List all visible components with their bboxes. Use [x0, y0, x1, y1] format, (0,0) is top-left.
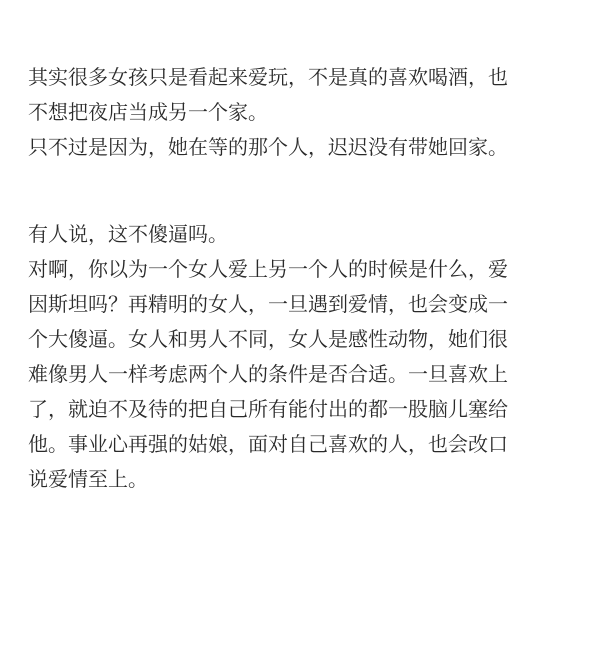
- paragraph-gap: [28, 165, 576, 217]
- text-line: 个大傻逼。女人和男人不同，女人是感性动物，她们很: [28, 327, 508, 351]
- document-body: [28, 60, 576, 497]
- text-line: 有人说，这不傻逼吗。: [28, 222, 228, 246]
- text-line: 其实很多女孩只是看起来爱玩，不是真的喜欢喝酒，也: [28, 65, 508, 89]
- text-line: 只不过是因为，她在等的那个人，迟迟没有带她回家。: [28, 135, 508, 159]
- paragraph-1: [28, 60, 576, 165]
- text-line: 对啊，你以为一个女人爱上另一个人的时候是什么，爱: [28, 257, 508, 281]
- text-line: 不想把夜店当成另一个家。: [28, 100, 268, 124]
- paragraph-2: [28, 217, 576, 497]
- text-line: 说爱情至上。: [28, 467, 148, 491]
- text-line: 他。事业心再强的姑娘，面对自己喜欢的人，也会改口: [28, 432, 508, 456]
- text-line: 因斯坦吗？再精明的女人，一旦遇到爱情，也会变成一: [28, 292, 508, 316]
- text-line: 难像男人一样考虑两个人的条件是否合适。一旦喜欢上: [28, 362, 508, 386]
- text-line: 了，就迫不及待的把自己所有能付出的都一股脑儿塞给: [28, 397, 508, 421]
